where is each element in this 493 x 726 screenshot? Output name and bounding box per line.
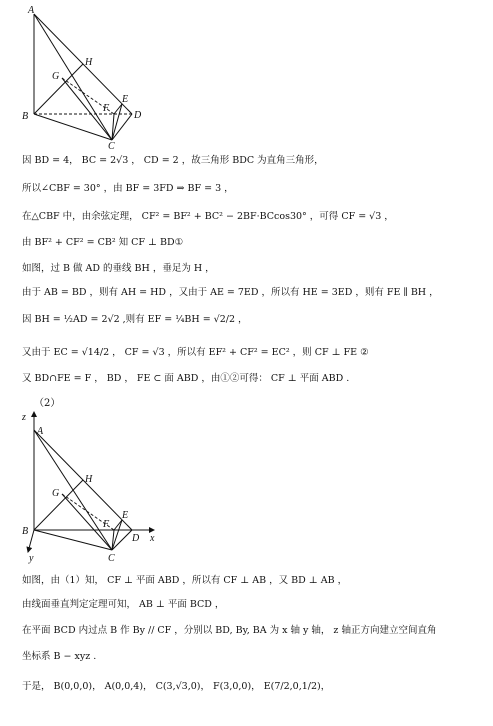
text-line-5: 如图，过 B 做 AD 的垂线 BH ，垂足为 H ， xyxy=(22,263,215,274)
text-line-8: 又由于 EC = √14/2 ， CF = √3 ，所以有 EF² + CF² = EC² ，则 CF ⊥ FE ② xyxy=(22,347,369,358)
label-c: C xyxy=(108,141,115,149)
label-a: A xyxy=(28,5,35,16)
label-e: E xyxy=(122,94,129,105)
text-line-3: 在△CBF 中，由余弦定理， CF² = BF² + BC² − 2BF·BCcos30° ，可得 CF = √3 ， xyxy=(22,211,394,222)
edge-cd xyxy=(112,114,132,140)
label-g: G xyxy=(52,488,60,499)
label-h: H xyxy=(85,474,93,485)
label-h: H xyxy=(85,57,93,68)
text-line-2: 所以∠CBF = 30° ，由 BF = 3FD ⇒ BF = 3 ， xyxy=(22,183,234,194)
text-line-13: 坐标系 B − xyz . xyxy=(22,651,97,662)
label-d: D xyxy=(134,110,142,121)
text-line-11: 由线面垂直判定定理可知， AB ⊥ 平面 BCD ， xyxy=(22,599,225,610)
label-g: G xyxy=(52,71,60,82)
figure-2 xyxy=(18,408,168,568)
label-b: B xyxy=(22,111,29,122)
figure-1-svg xyxy=(18,4,158,149)
edge-bc xyxy=(34,114,112,140)
edge-ac xyxy=(34,14,112,140)
part-2-label: （2） xyxy=(34,398,61,409)
text-line-12: 在平面 BCD 内过点 B 作 By // CF ，分别以 BD, By, BA 为 x 轴 y 轴， z 轴正方向建立空间直角 xyxy=(22,625,437,636)
text-line-4: 由 BF² + CF² = CB² 知 CF ⊥ BD① xyxy=(22,237,184,248)
label-x: x xyxy=(150,533,155,544)
label-a: A xyxy=(37,426,44,437)
text-line-1: 因 BD = 4， BC = 2√3 ， CD = 2 ，故三角形 BDC 为直角三角形， xyxy=(22,155,324,166)
label-f: F xyxy=(103,519,110,530)
axis-y xyxy=(28,530,34,552)
label-e: E xyxy=(122,510,129,521)
text-line-14: 于是， B(0,0,0)， A(0,0,4)， C(3,√3,0)， F(3,0,0)， E(7/2,0,1/2)， xyxy=(22,681,331,692)
text-line-10: 如图，由（1）知， CF ⊥ 平面 ABD ，所以有 CF ⊥ AB ，又 BD ⊥ AB ， xyxy=(22,575,348,586)
label-f: F xyxy=(103,103,110,114)
label-b: B xyxy=(22,526,29,537)
text-line-7: 因 BH = ½AD = 2√2 ,则有 EF = ¼BH = √2/2 ， xyxy=(22,314,248,325)
edge-bc xyxy=(34,530,112,550)
label-z: z xyxy=(22,412,26,423)
figure-2-svg xyxy=(18,408,168,568)
text-line-6: 由于 AB = BD ，则有 AH = HD ，又由于 AE = 7ED ，所以有 HE = 3ED ，则有 FE ∥ BH ， xyxy=(22,287,439,298)
text-line-9: 又 BD∩FE = F ， BD ， FE ⊂ 面 ABD ，由①②可得： CF ⊥ 平面 ABD . xyxy=(22,373,350,384)
label-c: C xyxy=(108,553,115,564)
label-d: D xyxy=(132,533,140,544)
figure-1 xyxy=(18,4,158,149)
label-y: y xyxy=(29,553,34,564)
